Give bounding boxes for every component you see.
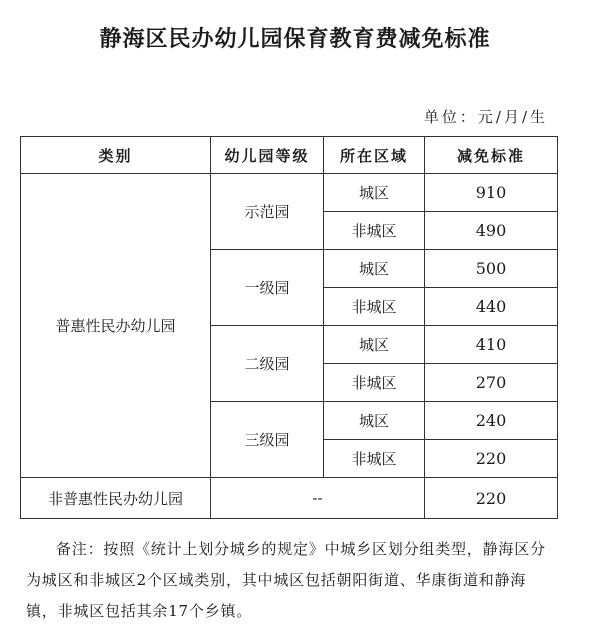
table-header-row <box>21 137 558 174</box>
grade-cell: 二级园 <box>211 326 324 402</box>
area-cell: 城区 <box>324 326 425 364</box>
table-row <box>21 174 558 212</box>
area-cell: 非城区 <box>324 440 425 478</box>
unit-label: 单位：元/月/生 <box>423 108 548 126</box>
header-area: 所在区域 <box>324 137 425 174</box>
footnote: 备注：按照《统计上划分城乡的规定》中城乡区划分组类型，静海区分为城区和非城区2个区域类别，其中城区包括朝阳街道、华康街道和静海镇，非城区包括其余17个乡镇。 <box>26 540 546 620</box>
header-category: 类别 <box>21 137 211 174</box>
area-cell: 城区 <box>324 250 425 288</box>
category-non-puhui: 非普惠性民办幼儿园 <box>21 478 211 519</box>
header-standard: 减免标准 <box>425 137 558 174</box>
grade-cell: 示范园 <box>211 174 324 250</box>
value-cell: 240 <box>425 402 558 440</box>
value-cell: 910 <box>425 174 558 212</box>
area-cell: 非城区 <box>324 288 425 326</box>
area-cell: 非城区 <box>324 364 425 402</box>
non-puhui-level: -- <box>211 478 425 519</box>
document-title: 静海区民办幼儿园保育教育费减免标准 <box>99 27 491 52</box>
area-cell: 城区 <box>324 174 425 212</box>
value-cell: 410 <box>425 326 558 364</box>
grade-cell: 三级园 <box>211 402 324 478</box>
grade-cell: 一级园 <box>211 250 324 326</box>
reduction-standard-table <box>20 136 558 519</box>
table-row <box>21 478 558 519</box>
value-cell: 440 <box>425 288 558 326</box>
value-cell: 270 <box>425 364 558 402</box>
area-cell: 非城区 <box>324 212 425 250</box>
header-grade: 幼儿园等级 <box>211 137 324 174</box>
area-cell: 城区 <box>324 402 425 440</box>
category-puhui: 普惠性民办幼儿园 <box>21 174 211 478</box>
value-cell: 220 <box>425 478 558 519</box>
value-cell: 490 <box>425 212 558 250</box>
value-cell: 500 <box>425 250 558 288</box>
value-cell: 220 <box>425 440 558 478</box>
